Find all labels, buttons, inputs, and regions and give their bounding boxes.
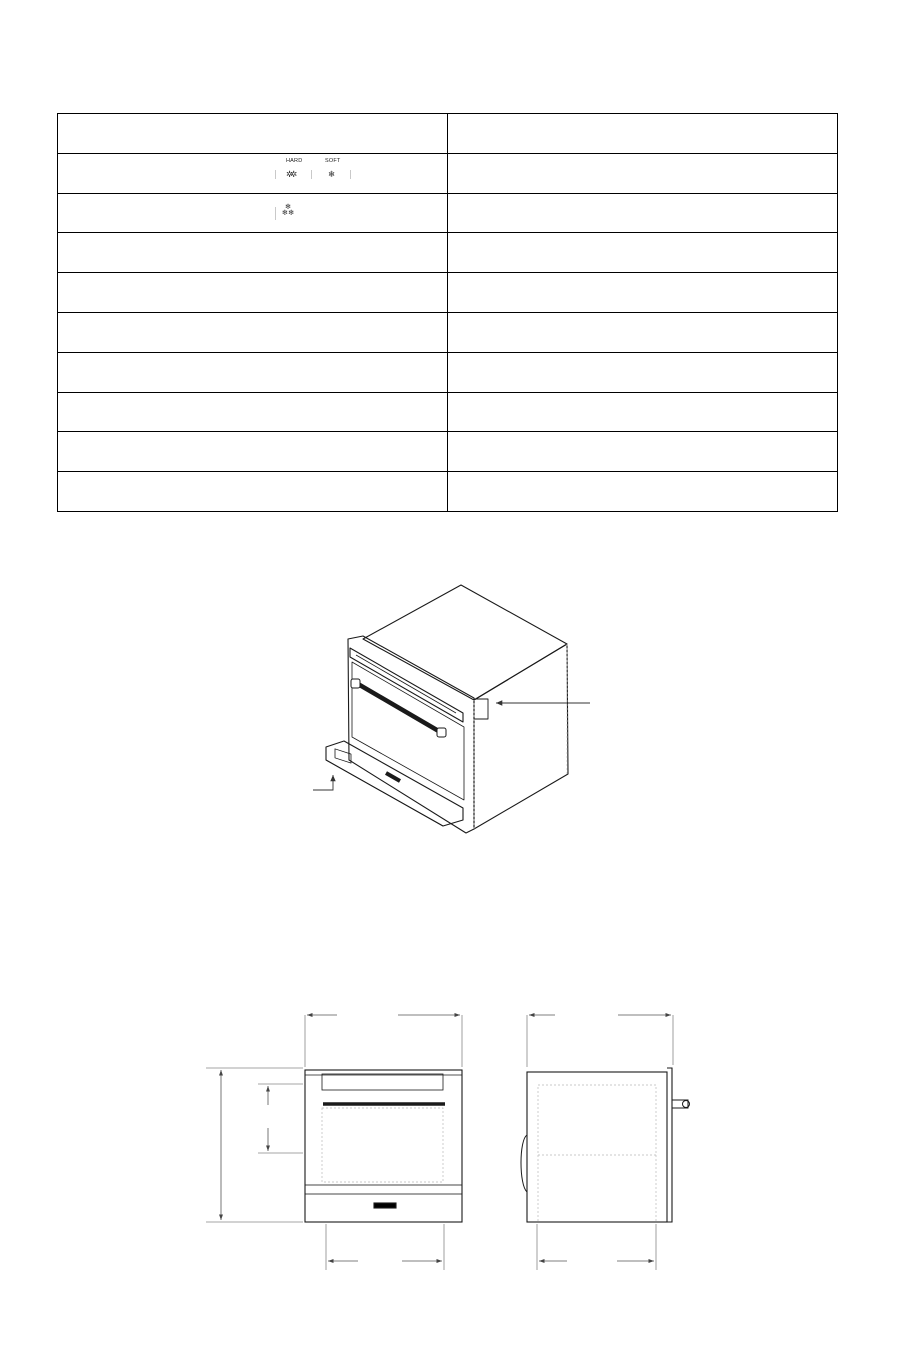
hard-label: HARD [286,157,303,164]
side-cable [521,1135,527,1192]
hard-freeze-icon: ✲✲ [286,168,295,179]
side-view-outline [527,1072,667,1222]
snowflake-cluster-icon: ❄ ❄❄ [281,201,295,218]
front-control-panel [322,1074,443,1090]
side-handle [672,1100,688,1108]
front-view-outline [305,1070,462,1222]
side-door-edge [667,1068,672,1222]
front-drawer-line [305,1185,462,1194]
soft-freeze-icon: ❄ [328,168,336,179]
front-logo-badge [374,1203,396,1208]
soft-label: SOFT [325,157,341,164]
